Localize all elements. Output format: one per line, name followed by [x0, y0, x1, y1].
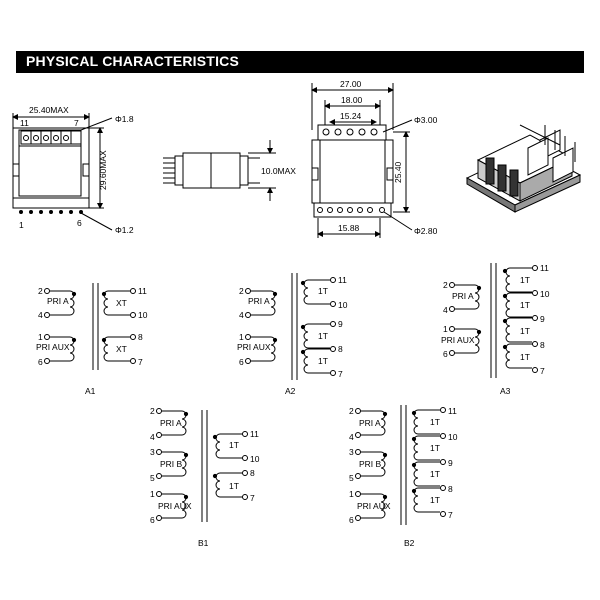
v3-hole-bot: Φ2.80 — [414, 226, 438, 236]
b1-pin-5: 5 — [150, 473, 155, 483]
b1-t2: 1T — [229, 481, 239, 491]
b2-pin-3: 3 — [349, 447, 354, 457]
a1-pin-11: 11 — [138, 286, 147, 296]
a3-pin-10: 10 — [540, 289, 550, 299]
v2-height-label: 10.0MAX — [261, 166, 296, 176]
b2-caption: B2 — [404, 538, 415, 548]
v1-pin-6: 6 — [77, 218, 82, 228]
a1-pin-2: 2 — [38, 286, 43, 296]
a3-pin-11: 11 — [540, 263, 549, 273]
b2-t2: 1T — [430, 443, 440, 453]
a3-pin-1: 1 — [443, 324, 448, 334]
b2-pin-5: 5 — [349, 473, 354, 483]
v3-dim-1524: 15.24 — [340, 111, 362, 121]
b1-pin-6: 6 — [150, 515, 155, 525]
b2-t4: 1T — [430, 495, 440, 505]
schematic-a3 — [441, 263, 550, 396]
a3-pin-2: 2 — [443, 280, 448, 290]
v1-height-label: 29.60MAX — [98, 150, 108, 190]
b2-t3: 1T — [430, 469, 440, 479]
b2-pin-4: 4 — [349, 432, 354, 442]
a2-pin-7: 7 — [338, 369, 343, 379]
b1-w2: PRI B — [160, 459, 183, 469]
v3-side-label: 25.40 — [393, 161, 403, 183]
a1-w3: XT — [116, 298, 127, 308]
a3-caption: A3 — [500, 386, 511, 396]
a2-t3: 1T — [318, 356, 328, 366]
a1-pin-8: 8 — [138, 332, 143, 342]
b2-pin-11: 11 — [448, 406, 457, 416]
schematic-a2 — [237, 273, 348, 396]
b2-w1: PRI A — [359, 418, 381, 428]
a3-pin-8: 8 — [540, 340, 545, 350]
a3-t2: 1T — [520, 300, 530, 310]
b1-pin-11: 11 — [250, 429, 259, 439]
b1-pin-8: 8 — [250, 468, 255, 478]
a3-t3: 1T — [520, 326, 530, 336]
a3-w1: PRI A — [452, 291, 474, 301]
a1-caption: A1 — [85, 386, 96, 396]
a2-t1: 1T — [318, 286, 328, 296]
b1-pin-4: 4 — [150, 432, 155, 442]
b2-w2: PRI B — [359, 459, 382, 469]
v1-hole-top: Φ1.8 — [115, 114, 134, 124]
b1-caption: B1 — [198, 538, 209, 548]
b2-pin-2: 2 — [349, 406, 354, 416]
a1-w2: PRI AUX — [36, 342, 70, 352]
b2-pin-10: 10 — [448, 432, 458, 442]
b1-pin-1: 1 — [150, 489, 155, 499]
section-title: PHYSICAL CHARACTERISTICS — [26, 53, 240, 69]
b1-pin-2: 2 — [150, 406, 155, 416]
dimension-view — [312, 79, 438, 238]
a2-pin-9: 9 — [338, 319, 343, 329]
a2-pin-8: 8 — [338, 344, 343, 354]
a1-w1: PRI A — [47, 296, 69, 306]
a1-pin-6: 6 — [38, 357, 43, 367]
a3-pin-9: 9 — [540, 314, 545, 324]
a2-pin-2: 2 — [239, 286, 244, 296]
a3-t1: 1T — [520, 275, 530, 285]
a2-pin-6: 6 — [239, 357, 244, 367]
b2-pin-6: 6 — [349, 515, 354, 525]
a2-pin-4: 4 — [239, 310, 244, 320]
a1-pin-1: 1 — [38, 332, 43, 342]
isometric-view — [467, 125, 580, 212]
a3-pin-7: 7 — [540, 366, 545, 376]
a3-w2: PRI AUX — [441, 335, 475, 345]
v1-pin-7: 7 — [74, 118, 79, 128]
a1-pin-4: 4 — [38, 310, 43, 320]
b1-pin-3: 3 — [150, 447, 155, 457]
a2-pin-11: 11 — [338, 275, 347, 285]
schematic-b1 — [150, 406, 260, 548]
a3-pin-4: 4 — [443, 305, 448, 315]
schematic-b2 — [349, 405, 458, 548]
b1-t1: 1T — [229, 440, 239, 450]
b1-pin-10: 10 — [250, 454, 260, 464]
b2-pin-9: 9 — [448, 458, 453, 468]
a1-w4: XT — [116, 344, 127, 354]
v1-pin-11: 11 — [20, 118, 29, 128]
v1-pin-1: 1 — [19, 220, 24, 230]
b2-w3: PRI AUX — [357, 501, 391, 511]
v3-dim-27: 27.00 — [340, 79, 362, 89]
b1-w1: PRI A — [160, 418, 182, 428]
a2-w1: PRI A — [248, 296, 270, 306]
b2-t1: 1T — [430, 417, 440, 427]
v3-hole-top: Φ3.00 — [414, 115, 438, 125]
side-view — [163, 140, 296, 201]
b2-pin-1: 1 — [349, 489, 354, 499]
a2-w2: PRI AUX — [237, 342, 271, 352]
a2-pin-1: 1 — [239, 332, 244, 342]
a2-caption: A2 — [285, 386, 296, 396]
v1-hole-bot: Φ1.2 — [115, 225, 134, 235]
a2-pin-10: 10 — [338, 300, 348, 310]
v3-dim-18: 18.00 — [341, 95, 363, 105]
v1-width-label: 25.40MAX — [29, 105, 69, 115]
a1-pin-10: 10 — [138, 310, 148, 320]
b1-pin-7: 7 — [250, 493, 255, 503]
schematic-a1 — [36, 283, 148, 396]
a2-t2: 1T — [318, 331, 328, 341]
a1-pin-7: 7 — [138, 357, 143, 367]
top-view — [13, 105, 134, 235]
a3-pin-6: 6 — [443, 349, 448, 359]
b2-pin-7: 7 — [448, 510, 453, 520]
v3-dim-1588: 15.88 — [338, 223, 360, 233]
b1-w3: PRI AUX — [158, 501, 192, 511]
a3-t4: 1T — [520, 352, 530, 362]
b2-pin-8: 8 — [448, 484, 453, 494]
